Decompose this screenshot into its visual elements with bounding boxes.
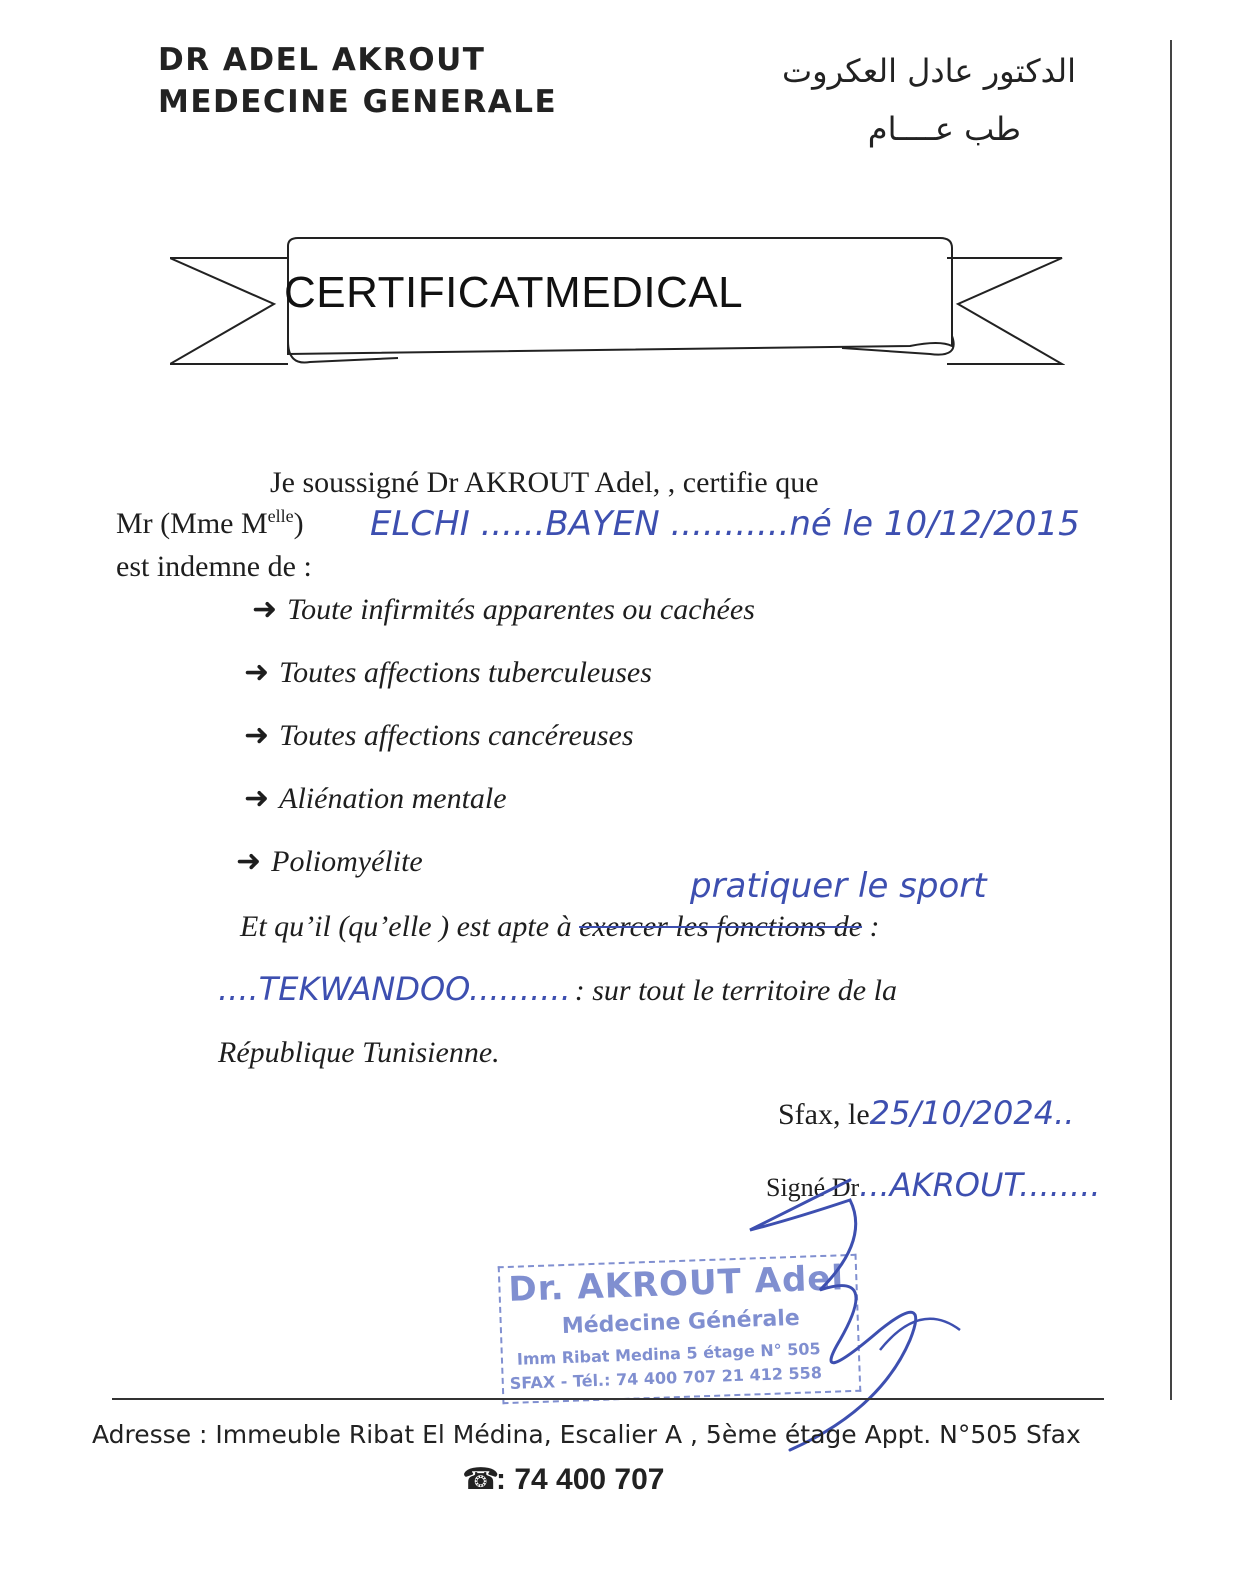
condition-label: Toutes affections cancéreuses [279,719,634,752]
condition-item [252,592,755,627]
specialty-fr: MEDECINE GENERALE [158,84,558,120]
telephone-icon: ☎ [462,1463,500,1496]
footer-phone-number: : 74 400 707 [496,1463,665,1496]
civility-close: ) [293,507,304,540]
intro-line: Je soussigné Dr AKROUT Adel, , certifie que [270,466,819,499]
civility-label: Mr (Mme M [116,507,268,540]
civility-line [116,506,304,541]
condition-label: Poliomyélite [271,845,423,878]
place-label: Sfax, le [778,1098,870,1131]
condition-item [244,781,507,816]
date-line [778,1094,1074,1132]
condition-item [244,718,634,753]
arrow-icon: ➜ [244,719,270,752]
apte-struck-text: exercer les fonctions de [579,910,863,943]
stamp-phone: SFAX - Tél.: 74 400 707 21 412 558 [509,1363,823,1393]
apte-suffix: : [862,910,880,943]
footer-address: Adresse : Immeuble Ribat El Médina, Escalier A , 5ème étage Appt. N°505 Sfax [92,1420,1081,1449]
arrow-icon: ➜ [236,845,262,878]
stamp-name: Dr. AKROUT Adel [507,1258,845,1310]
signed-label: Signé Dr [766,1173,860,1202]
doctor-name-fr: DR ADEL AKROUT [158,42,486,78]
territory-text: : sur tout le territoire de la [574,974,897,1007]
right-margin-line [1170,40,1172,1400]
condition-label: Toutes affections tuberculeuses [279,656,652,689]
condition-label: Aliénation mentale [279,782,507,815]
specialty-ar: طب عــــام [867,110,1021,148]
apte-line [240,910,880,944]
activity-handwritten: ....TEKWANDOO.......... [218,970,571,1008]
signed-handwritten: ...AKROUT........ [859,1166,1101,1204]
arrow-icon: ➜ [252,593,278,626]
stamp-specialty: Médecine Générale [561,1305,801,1340]
apte-handwritten: pratiquer le sport [690,866,987,906]
footer-phone [462,1462,664,1497]
handwritten-signature [730,1160,970,1460]
condition-label: Toute infirmités apparentes ou cachées [287,593,755,626]
condition-item [236,844,423,879]
patient-name-handwritten: ELCHI ......BAYEN ...........né le 10/12/2015 [370,504,1080,544]
doctor-name-ar: الدكتور عادل العكروت [782,52,1076,90]
civility-sup: elle [267,506,294,526]
apte-prefix: Et qu’il (qu’elle ) est apte à [240,910,572,943]
republic-line: République Tunisienne. [218,1036,500,1069]
indemne-line: est indemne de : [116,550,312,583]
arrow-icon: ➜ [244,782,270,815]
condition-item [244,655,652,690]
activity-line [218,970,897,1008]
date-handwritten: 25/10/2024.. [869,1094,1075,1132]
document-title: CERTIFICATMEDICAL [284,268,744,317]
arrow-icon: ➜ [244,656,270,689]
stamp-address: Imm Ribat Medina 5 étage N° 505 [516,1339,821,1369]
footer-divider [112,1398,1104,1400]
